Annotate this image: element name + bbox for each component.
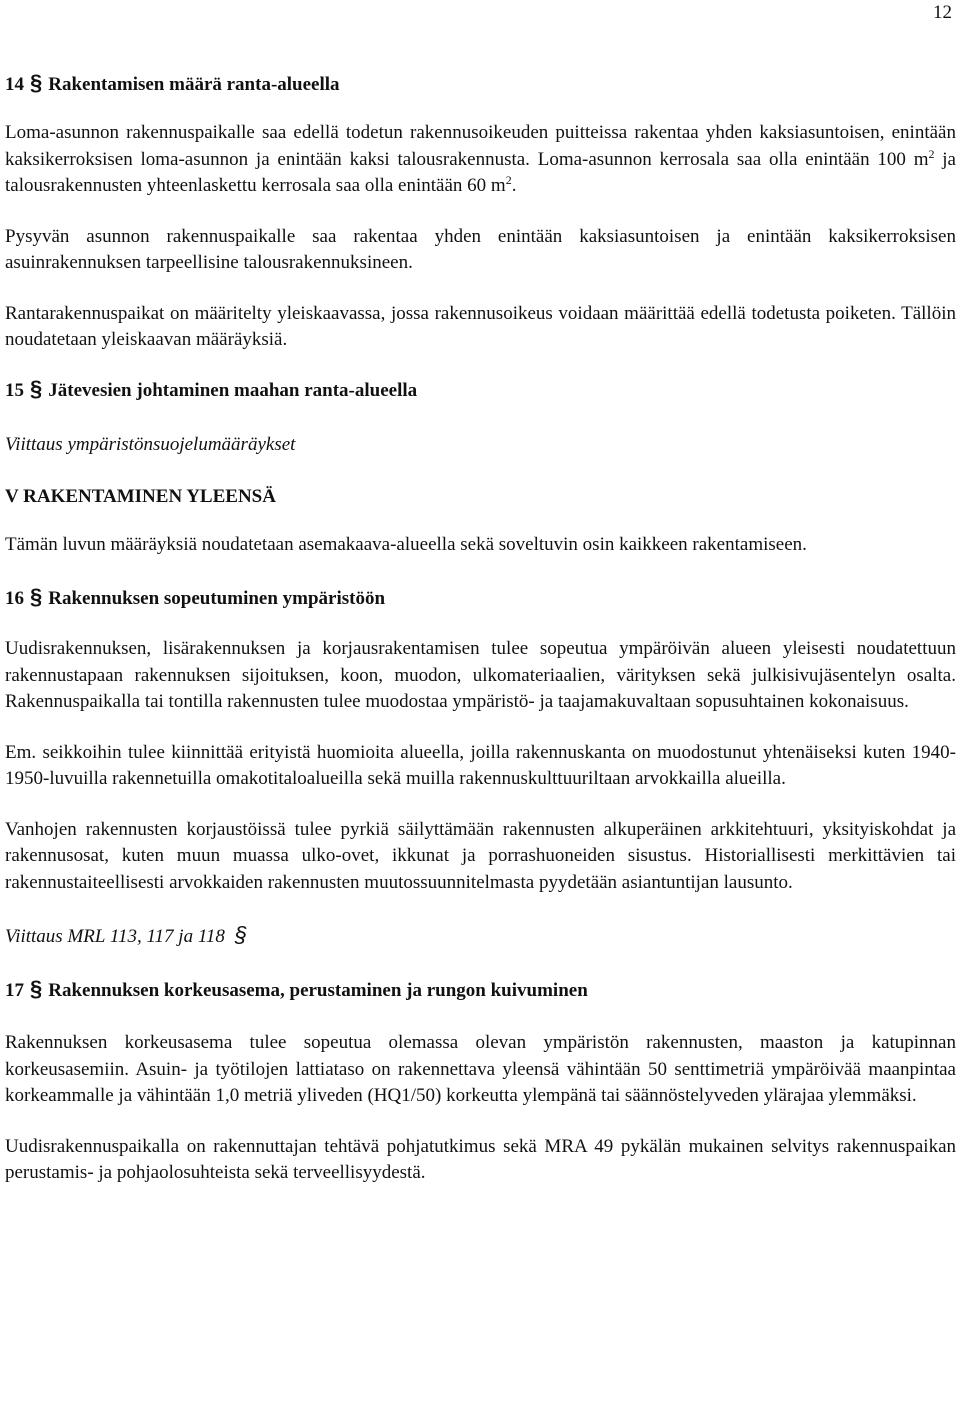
section-14-paragraph-1: Loma-asunnon rakennuspaikalle saa edellä todetun rakennusoikeuden puitteissa rakentaa yhden kaksiasuntoisen, enintään kaksikerroksisen loma-asunnon ja enintään kaksi talousrakennusta. Loma-asunnon kerrosala saa olla enintään 100 $m^2$ ja talousrakennusten yhteenlaskettu kerrosala saa olla enintään 60 $m^2$. bbox=[5, 122, 956, 196]
section-16-number: 16 bbox=[5, 588, 24, 609]
section-14-paragraph-3: Rantarakennuspaikat on määritelty yleiskaavassa, jossa rakennusoikeus voidaan määrittää edellä todetusta poiketen. Tällöin noudatetaan yleiskaavan määräyksiä. bbox=[5, 302, 956, 350]
section-15-number: 15 bbox=[5, 379, 24, 401]
section-16-paragraph-2: Em. seikkoihin tulee kiinnittää erityistä huomioita alueella, joilla rakennuskanta on muodostunut yhtenäiseksi kuten 1940-1950-luvuilla rakennetuilla omakotitaloalueilla sekä muilla rakennuskulttuuriltaan arvokkailla alueilla. bbox=[5, 741, 956, 789]
section-16-paragraph-3: Vanhojen rakennusten korjaustöissä tulee pyrkiä säilyttämään rakennusten alkuperäinen arkkitehtuuri, yksityiskohdat ja rakennusosat, kuten muun muassa ulko-ovet, ikkunat ja porrashuoneiden sisustus. Historiallisesti merkittävien tai rakennustaiteellisesti arvokkaiden rakennusten muutossuunnitelmasta pyydetään asiantuntijan lausunto. bbox=[5, 818, 956, 893]
section-14-number: 14 bbox=[5, 74, 24, 95]
section-17-paragraph-2: Uudisrakennuspaikalla on rakennuttajan tehtävä pohjatutkimus sekä MRA 49 pykälän mukainen selvitys rakennuspaikan perustamis- ja pohjaolosuhteista sekä terveellisyydestä. bbox=[5, 1135, 956, 1183]
section-symbol: § bbox=[30, 584, 43, 609]
section-16-title: Rakennuksen sopeutuminen ympäristöön bbox=[48, 588, 386, 609]
section-16-reference: Viittaus MRL 113, 117 ja 118 § bbox=[5, 922, 248, 947]
section-15-title: Jätevesien johtaminen maahan ranta-alueella bbox=[48, 379, 418, 401]
section-symbol: § bbox=[30, 375, 43, 401]
document-content bbox=[5, 70, 956, 1187]
section-14-title: Rakentamisen määrä ranta-alueella bbox=[48, 74, 340, 95]
section-symbol: § bbox=[30, 70, 43, 95]
section-17-paragraph-1: Rakennuksen korkeusasema tulee sopeutua olemassa olevan ympäristön rakennusten, maaston ja katupinnan korkeusasemiin. Asuin- ja työtilojen lattiataso on rakennettava yleensä vähintään 50 senttimetriä ympäröivää maanpintaa korkeammalle ja vähintään 1,0 metriä yliveden (HQ1/50) korkeutta ylempänä tai säännöstelyveden ylärajaa ylemmäksi. bbox=[5, 1032, 956, 1106]
section-16-paragraph-1: Uudisrakennuksen, lisärakennuksen ja korjausrakentamisen tulee sopeutua ympäröivän alueen yleisesti noudatettuun rakennustapaan rakennuksen sijoituksen, koon, muodon, ulkomateriaalien, värityksen sekä julkisivujäsentelyn osalta. Rakennuspaikalla tai tontilla rakennusten tulee muodostaa ympäristö- ja taajamakuvaltaan sopusuhtainen kokonaisuus. bbox=[5, 638, 956, 712]
page-number: 12 bbox=[933, 2, 952, 23]
section-14-heading bbox=[5, 70, 956, 98]
chapter-5-paragraph-1: Tämän luvun määräyksiä noudatetaan asemakaava-alueella sekä soveltuvin osin kaikkeen rakentamiseen. bbox=[5, 533, 807, 555]
section-17-heading bbox=[5, 976, 956, 1004]
section-15-heading bbox=[5, 376, 956, 404]
section-symbol: § bbox=[234, 922, 248, 947]
section-17-title: Rakennuksen korkeusasema, perustaminen ja rungon kuivuminen bbox=[48, 980, 588, 1001]
chapter-5-heading: V RAKENTAMINEN YLEENSÄ bbox=[5, 485, 276, 507]
section-symbol: § bbox=[30, 976, 43, 1001]
section-14-paragraph-2: Pysyvän asunnon rakennuspaikalle saa rakentaa yhden enintään kaksiasuntoisen ja enintään kaksikerroksisen asuinrakennuksen tarpeellisine talousrakennuksineen. bbox=[5, 225, 956, 273]
section-16-heading bbox=[5, 584, 956, 612]
section-17-number: 17 bbox=[5, 980, 24, 1001]
section-15-reference: Viittaus ympäristönsuojelumääräykset bbox=[5, 433, 296, 455]
